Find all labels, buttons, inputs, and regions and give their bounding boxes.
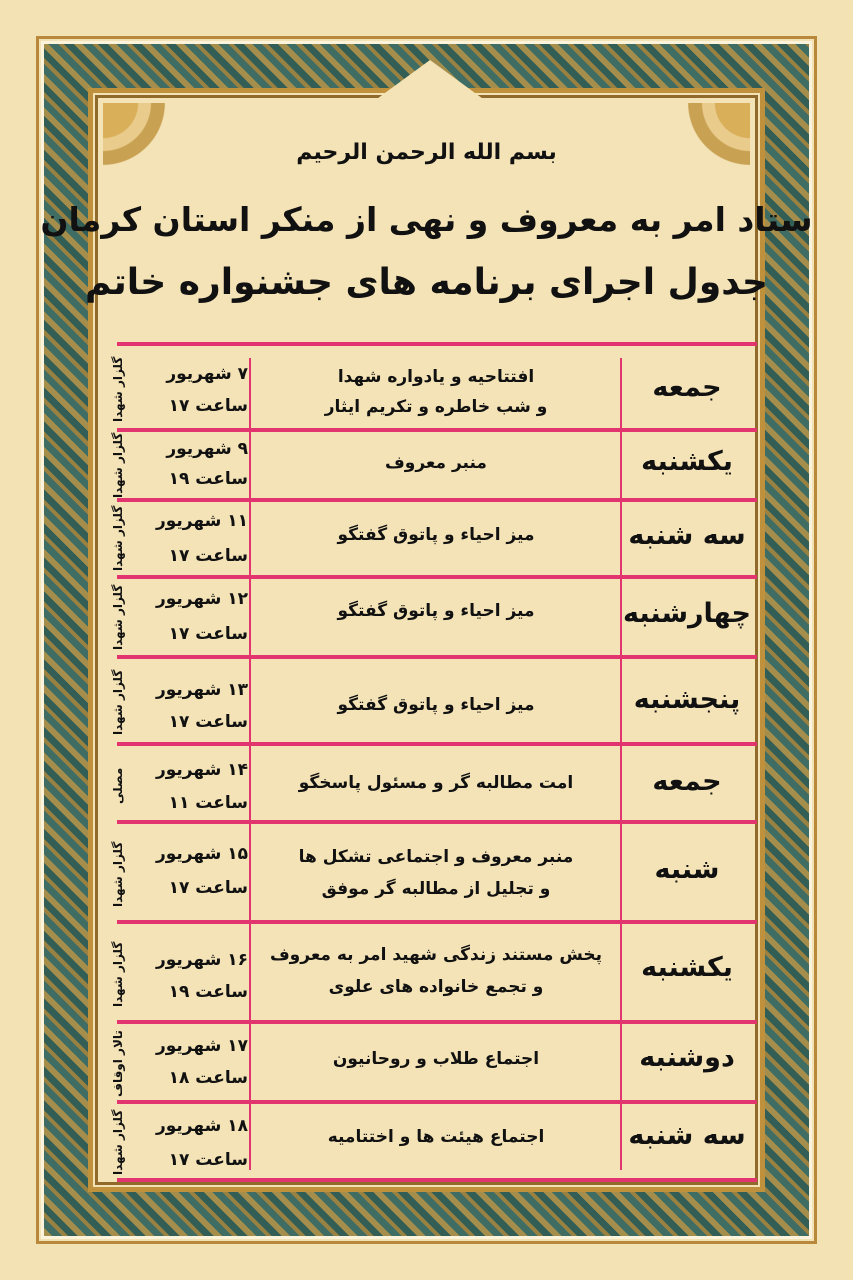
table-column-divider <box>249 358 251 1170</box>
location-cell: گلزار شهدا <box>111 841 125 907</box>
event-line-1: منبر معروف <box>385 453 487 473</box>
location-cell: گلزار شهدا <box>111 584 125 651</box>
table-rule <box>117 820 757 824</box>
date-cell: ۱۲ شهریور <box>155 589 248 609</box>
event-line-1: میز احیاء و پاتوق گفتگو <box>337 601 535 621</box>
time-cell: ساعت ۱۷ <box>168 712 248 732</box>
event-line-1: میز احیاء و پاتوق گفتگو <box>337 695 535 715</box>
time-cell: ساعت ۱۹ <box>168 469 248 489</box>
table-rule <box>117 428 757 432</box>
time-cell: ساعت ۱۷ <box>168 396 248 416</box>
date-cell: ۹ شهریور <box>166 439 248 459</box>
date-cell: ۱۳ شهریور <box>155 680 248 700</box>
event-line-1: منبر معروف و اجتماعی تشکل ها <box>298 847 574 867</box>
organization-title: ستاد امر به معروف و نهی از منکر استان کرمان <box>40 200 813 239</box>
day-cell: یکشنبه <box>641 446 733 477</box>
page-title: جدول اجرای برنامه های جشنواره خاتم <box>85 262 768 303</box>
event-line-1: میز احیاء و پاتوق گفتگو <box>337 525 535 545</box>
event-line-1: اجتماع طلاب و روحانیون <box>332 1049 540 1069</box>
location-cell: گلزار شهدا <box>111 505 125 572</box>
bismillah: بسم الله الرحمن الرحیم <box>296 140 557 165</box>
table-rule <box>117 655 757 659</box>
table-rule <box>117 1178 757 1182</box>
time-cell: ساعت ۱۷ <box>168 624 248 644</box>
day-cell: جمعه <box>652 766 722 797</box>
date-cell: ۱۵ شهریور <box>155 844 248 864</box>
event-line-2: و شب خاطره و تکریم ایثار <box>324 397 548 417</box>
event-line-2: و تجمع خانواده های علوی <box>328 977 544 997</box>
event-line-1: پخش مستند زندگی شهید امر به معروف <box>269 945 603 965</box>
event-line-1: اجتماع هیئت ها و اختتامیه <box>327 1127 545 1147</box>
day-cell: یکشنبه <box>641 952 733 983</box>
table-rule <box>117 1020 757 1024</box>
location-cell: گلزار شهدا <box>111 432 125 498</box>
day-cell: چهارشنبه <box>623 598 751 629</box>
date-cell: ۷ شهریور <box>166 364 248 384</box>
date-cell: ۱۴ شهریور <box>155 760 248 780</box>
location-cell: گلزار شهدا <box>111 1109 125 1175</box>
location-cell: گلزار شهدا <box>111 669 125 735</box>
day-cell: جمعه <box>652 372 722 403</box>
time-cell: ساعت ۱۷ <box>168 546 248 566</box>
day-cell: پنجشنبه <box>633 684 741 715</box>
time-cell: ساعت ۱۷ <box>168 878 248 898</box>
table-rule <box>117 342 757 346</box>
table-rule <box>117 498 757 502</box>
table-rule <box>117 920 757 924</box>
day-cell: دوشنبه <box>639 1042 735 1073</box>
event-line-1: افتتاحیه و یادواره شهدا <box>337 367 535 387</box>
location-cell: مصلی <box>111 767 125 805</box>
day-cell: شنبه <box>654 854 720 885</box>
day-cell: سه شنبه <box>628 1120 746 1151</box>
location-cell: گلزار شهدا <box>111 356 125 422</box>
date-cell: ۱۱ شهریور <box>155 511 248 531</box>
date-cell: ۱۶ شهریور <box>155 950 248 970</box>
day-cell: سه شنبه <box>628 520 746 551</box>
date-cell: ۱۷ شهریور <box>155 1036 248 1056</box>
table-rule <box>117 742 757 746</box>
table-rule <box>117 575 757 579</box>
date-cell: ۱۸ شهریور <box>155 1116 248 1136</box>
time-cell: ساعت ۱۱ <box>168 793 248 813</box>
event-line-2: و تجلیل از مطالبه گر موفق <box>321 879 551 899</box>
time-cell: ساعت ۱۹ <box>168 982 248 1002</box>
location-cell: تالار اوقاف <box>111 1030 125 1098</box>
event-line-1: امت مطالبه گر و مسئول پاسخگو <box>298 773 574 793</box>
time-cell: ساعت ۱۷ <box>168 1150 248 1170</box>
table-rule <box>117 1100 757 1104</box>
location-cell: گلزار شهدا <box>111 941 125 1007</box>
time-cell: ساعت ۱۸ <box>168 1068 248 1088</box>
